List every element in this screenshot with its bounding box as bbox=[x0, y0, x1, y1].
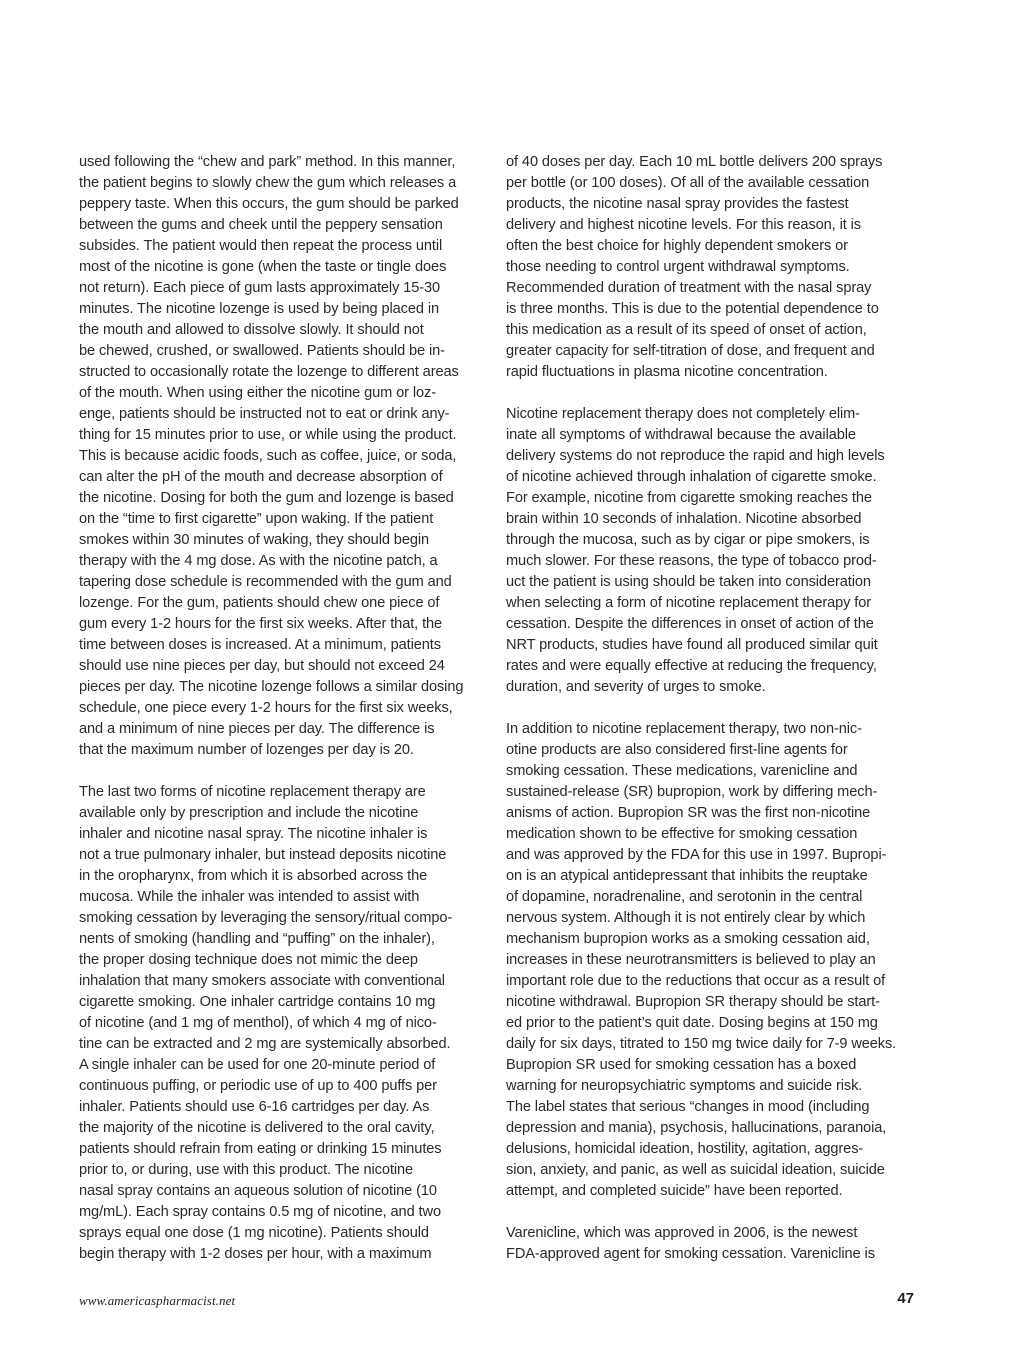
text-line: gum every 1-2 hours for the first six weeks. After that, the bbox=[79, 616, 443, 632]
text-line: Recommended duration of treatment with the nasal spray bbox=[506, 280, 872, 296]
text-line: cigarette smoking. One inhaler cartridge contains 10 mg bbox=[79, 994, 436, 1010]
text-line: daily for six days, titrated to 150 mg twice daily for 7-9 weeks. bbox=[506, 1036, 897, 1052]
text-line: therapy with the 4 mg dose. As with the nicotine patch, a bbox=[79, 553, 438, 569]
text-line: mg/mL). Each spray contains 0.5 mg of nicotine, and two bbox=[79, 1204, 441, 1220]
text-line: of nicotine achieved through inhalation of cigarette smoke. bbox=[506, 469, 877, 485]
text-line: subsides. The patient would then repeat the process until bbox=[79, 238, 443, 254]
text-line: through the mucosa, such as by cigar or pipe smokers, is bbox=[506, 532, 870, 548]
text-line: sion, anxiety, and panic, as well as suicidal ideation, suicide bbox=[506, 1162, 885, 1178]
text-line: cessation. Despite the differences in onset of action of the bbox=[506, 616, 874, 632]
text-line: smokes within 30 minutes of waking, they should begin bbox=[79, 532, 430, 548]
text-line: uct the patient is using should be taken into consideration bbox=[506, 574, 871, 590]
text-line: rates and were equally effective at reducing the frequency, bbox=[506, 658, 877, 674]
text-line: sprays equal one dose (1 mg nicotine). Patients should bbox=[79, 1225, 429, 1241]
text-line: NRT products, studies have found all produced similar quit bbox=[506, 637, 878, 653]
text-line: increases in these neurotransmitters is believed to play an bbox=[506, 952, 876, 968]
text-line: This is because acidic foods, such as coffee, juice, or soda, bbox=[79, 448, 457, 464]
text-line: FDA-approved agent for smoking cessation. Varenicline is bbox=[506, 1246, 875, 1262]
text-line: depression and mania), psychosis, hallucinations, paranoia, bbox=[506, 1120, 887, 1136]
text-line: smoking cessation by leveraging the sensory/ritual compo- bbox=[79, 910, 453, 926]
text-line: of the mouth. When using either the nicotine gum or loz- bbox=[79, 385, 437, 401]
footer-url[interactable]: www.americaspharmacist.net bbox=[79, 1293, 236, 1308]
text-line: nents of smoking (handling and “puffing” on the inhaler), bbox=[79, 931, 435, 947]
text-line: delivery and highest nicotine levels. For this reason, it is bbox=[506, 217, 861, 233]
text-line: Bupropion SR used for smoking cessation has a boxed bbox=[506, 1057, 857, 1073]
text-line: A single inhaler can be used for one 20-minute period of bbox=[79, 1057, 436, 1073]
text-line: per bottle (or 100 doses). Of all of the available cessation bbox=[506, 175, 870, 191]
text-line: of dopamine, noradrenaline, and serotonin in the central bbox=[506, 889, 863, 905]
text-line: inate all symptoms of withdrawal because the available bbox=[506, 427, 856, 443]
text-line: thing for 15 minutes prior to use, or while using the product. bbox=[79, 427, 457, 443]
right-column bbox=[506, 152, 918, 1286]
text-line: of nicotine (and 1 mg of menthol), of which 4 mg of nico- bbox=[79, 1015, 437, 1031]
text-line: between the gums and cheek until the peppery sensation bbox=[79, 217, 443, 233]
text-line: anisms of action. Bupropion SR was the first non-nicotine bbox=[506, 805, 871, 821]
text-line: Varenicline, which was approved in 2006, is the newest bbox=[506, 1225, 858, 1241]
text-line: rapid fluctuations in plasma nicotine concentration. bbox=[506, 364, 828, 380]
text-line: The last two forms of nicotine replacement therapy are bbox=[79, 784, 426, 800]
text-line: duration, and severity of urges to smoke. bbox=[506, 679, 766, 695]
text-line: In addition to nicotine replacement therapy, two non-nic- bbox=[506, 721, 862, 737]
paragraph bbox=[506, 404, 918, 698]
text-line: inhalation that many smokers associate with conventional bbox=[79, 973, 445, 989]
text-line: brain within 10 seconds of inhalation. Nicotine absorbed bbox=[506, 511, 862, 527]
text-line: sustained-release (SR) bupropion, work by differing mech- bbox=[506, 784, 878, 800]
text-line: nervous system. Although it is not entirely clear by which bbox=[506, 910, 866, 926]
text-line: lozenge. For the gum, patients should chew one piece of bbox=[79, 595, 440, 611]
text-line: those needing to control urgent withdrawal symptoms. bbox=[506, 259, 850, 275]
text-line: tapering dose schedule is recommended with the gum and bbox=[79, 574, 452, 590]
text-line: Nicotine replacement therapy does not completely elim- bbox=[506, 406, 860, 422]
text-line: warning for neuropsychiatric symptoms and suicide risk. bbox=[506, 1078, 863, 1094]
text-line: mechanism bupropion works as a smoking cessation aid, bbox=[506, 931, 870, 947]
text-line: inhaler and nicotine nasal spray. The nicotine inhaler is bbox=[79, 826, 428, 842]
text-line: much slower. For these reasons, the type of tobacco prod- bbox=[506, 553, 877, 569]
text-line: on is an atypical antidepressant that inhibits the reuptake bbox=[506, 868, 868, 884]
text-line: ed prior to the patient’s quit date. Dosing begins at 150 mg bbox=[506, 1015, 878, 1031]
text-line: the patient begins to slowly chew the gum which releases a bbox=[79, 175, 457, 191]
text-line: medication shown to be effective for smoking cessation bbox=[506, 826, 858, 842]
text-line: often the best choice for highly dependent smokers or bbox=[506, 238, 848, 254]
paragraph bbox=[506, 719, 918, 1202]
text-line: important role due to the reductions that occur as a result of bbox=[506, 973, 886, 989]
text-line: the proper dosing technique does not mimic the deep bbox=[79, 952, 418, 968]
left-column bbox=[79, 152, 491, 1286]
text-line: enge, patients should be instructed not to eat or drink any- bbox=[79, 406, 450, 422]
text-line: nasal spray contains an aqueous solution of nicotine (10 bbox=[79, 1183, 437, 1199]
text-line: and was approved by the FDA for this use in 1997. Bupropi- bbox=[506, 847, 887, 863]
text-line: inhaler. Patients should use 6-16 cartridges per day. As bbox=[79, 1099, 430, 1115]
text-line: this medication as a result of its speed of onset of action, bbox=[506, 322, 867, 338]
text-line: is three months. This is due to the potential dependence to bbox=[506, 301, 879, 317]
text-line: be chewed, crushed, or swallowed. Patients should be in- bbox=[79, 343, 445, 359]
text-line: in the oropharynx, from which it is absorbed across the bbox=[79, 868, 428, 884]
text-line: prior to, or during, use with this product. The nicotine bbox=[79, 1162, 414, 1178]
text-line: the nicotine. Dosing for both the gum and lozenge is based bbox=[79, 490, 454, 506]
text-line: time between doses is increased. At a minimum, patients bbox=[79, 637, 441, 653]
text-line: For example, nicotine from cigarette smoking reaches the bbox=[506, 490, 872, 506]
text-line: and a minimum of nine pieces per day. The difference is bbox=[79, 721, 435, 737]
text-line: pieces per day. The nicotine lozenge follows a similar dosing bbox=[79, 679, 464, 695]
text-line: structed to occasionally rotate the lozenge to different areas bbox=[79, 364, 459, 380]
text-line: begin therapy with 1-2 doses per hour, with a maximum bbox=[79, 1246, 432, 1262]
text-line: schedule, one piece every 1-2 hours for the first six weeks, bbox=[79, 700, 453, 716]
text-line: peppery taste. When this occurs, the gum should be parked bbox=[79, 196, 459, 212]
paragraph bbox=[79, 152, 491, 761]
text-line: minutes. The nicotine lozenge is used by being placed in bbox=[79, 301, 440, 317]
text-line: delivery systems do not reproduce the rapid and high levels bbox=[506, 448, 885, 464]
paragraph bbox=[79, 782, 491, 1265]
text-line: smoking cessation. These medications, varenicline and bbox=[506, 763, 858, 779]
text-line: attempt, and completed suicide” have been reported. bbox=[506, 1183, 843, 1199]
text-line: used following the “chew and park” method. In this manner, bbox=[79, 154, 456, 170]
text-line: greater capacity for self-titration of dose, and frequent and bbox=[506, 343, 875, 359]
paragraph bbox=[506, 152, 918, 383]
text-line: tine can be extracted and 2 mg are systemically absorbed. bbox=[79, 1036, 451, 1052]
text-line: patients should refrain from eating or drinking 15 minutes bbox=[79, 1141, 442, 1157]
text-line: not return). Each piece of gum lasts approximately 15-30 bbox=[79, 280, 441, 296]
page-number: 47 bbox=[897, 1290, 914, 1307]
paragraph bbox=[506, 1223, 918, 1265]
text-line: products, the nicotine nasal spray provides the fastest bbox=[506, 196, 849, 212]
text-line: mucosa. While the inhaler was intended to assist with bbox=[79, 889, 420, 905]
text-line: most of the nicotine is gone (when the taste or tingle does bbox=[79, 259, 447, 275]
text-line: available only by prescription and include the nicotine bbox=[79, 805, 419, 821]
text-line: not a true pulmonary inhaler, but instead deposits nicotine bbox=[79, 847, 447, 863]
text-line: when selecting a form of nicotine replacement therapy for bbox=[506, 595, 872, 611]
text-line: otine products are also considered first-line agents for bbox=[506, 742, 848, 758]
text-line: should use nine pieces per day, but should not exceed 24 bbox=[79, 658, 445, 674]
text-line: on the “time to first cigarette” upon waking. If the patient bbox=[79, 511, 434, 527]
text-line: The label states that serious “changes in mood (including bbox=[506, 1099, 870, 1115]
text-line: delusions, homicidal ideation, hostility, agitation, aggres- bbox=[506, 1141, 864, 1157]
text-line: nicotine withdrawal. Bupropion SR therapy should be start- bbox=[506, 994, 880, 1010]
text-line: the mouth and allowed to dissolve slowly. It should not bbox=[79, 322, 424, 338]
text-line: that the maximum number of lozenges per day is 20. bbox=[79, 742, 414, 758]
text-line: continuous puffing, or periodic use of up to 400 puffs per bbox=[79, 1078, 437, 1094]
text-line: can alter the pH of the mouth and decrease absorption of bbox=[79, 469, 443, 485]
text-line: of 40 doses per day. Each 10 mL bottle delivers 200 sprays bbox=[506, 154, 883, 170]
text-line: the majority of the nicotine is delivered to the oral cavity, bbox=[79, 1120, 435, 1136]
